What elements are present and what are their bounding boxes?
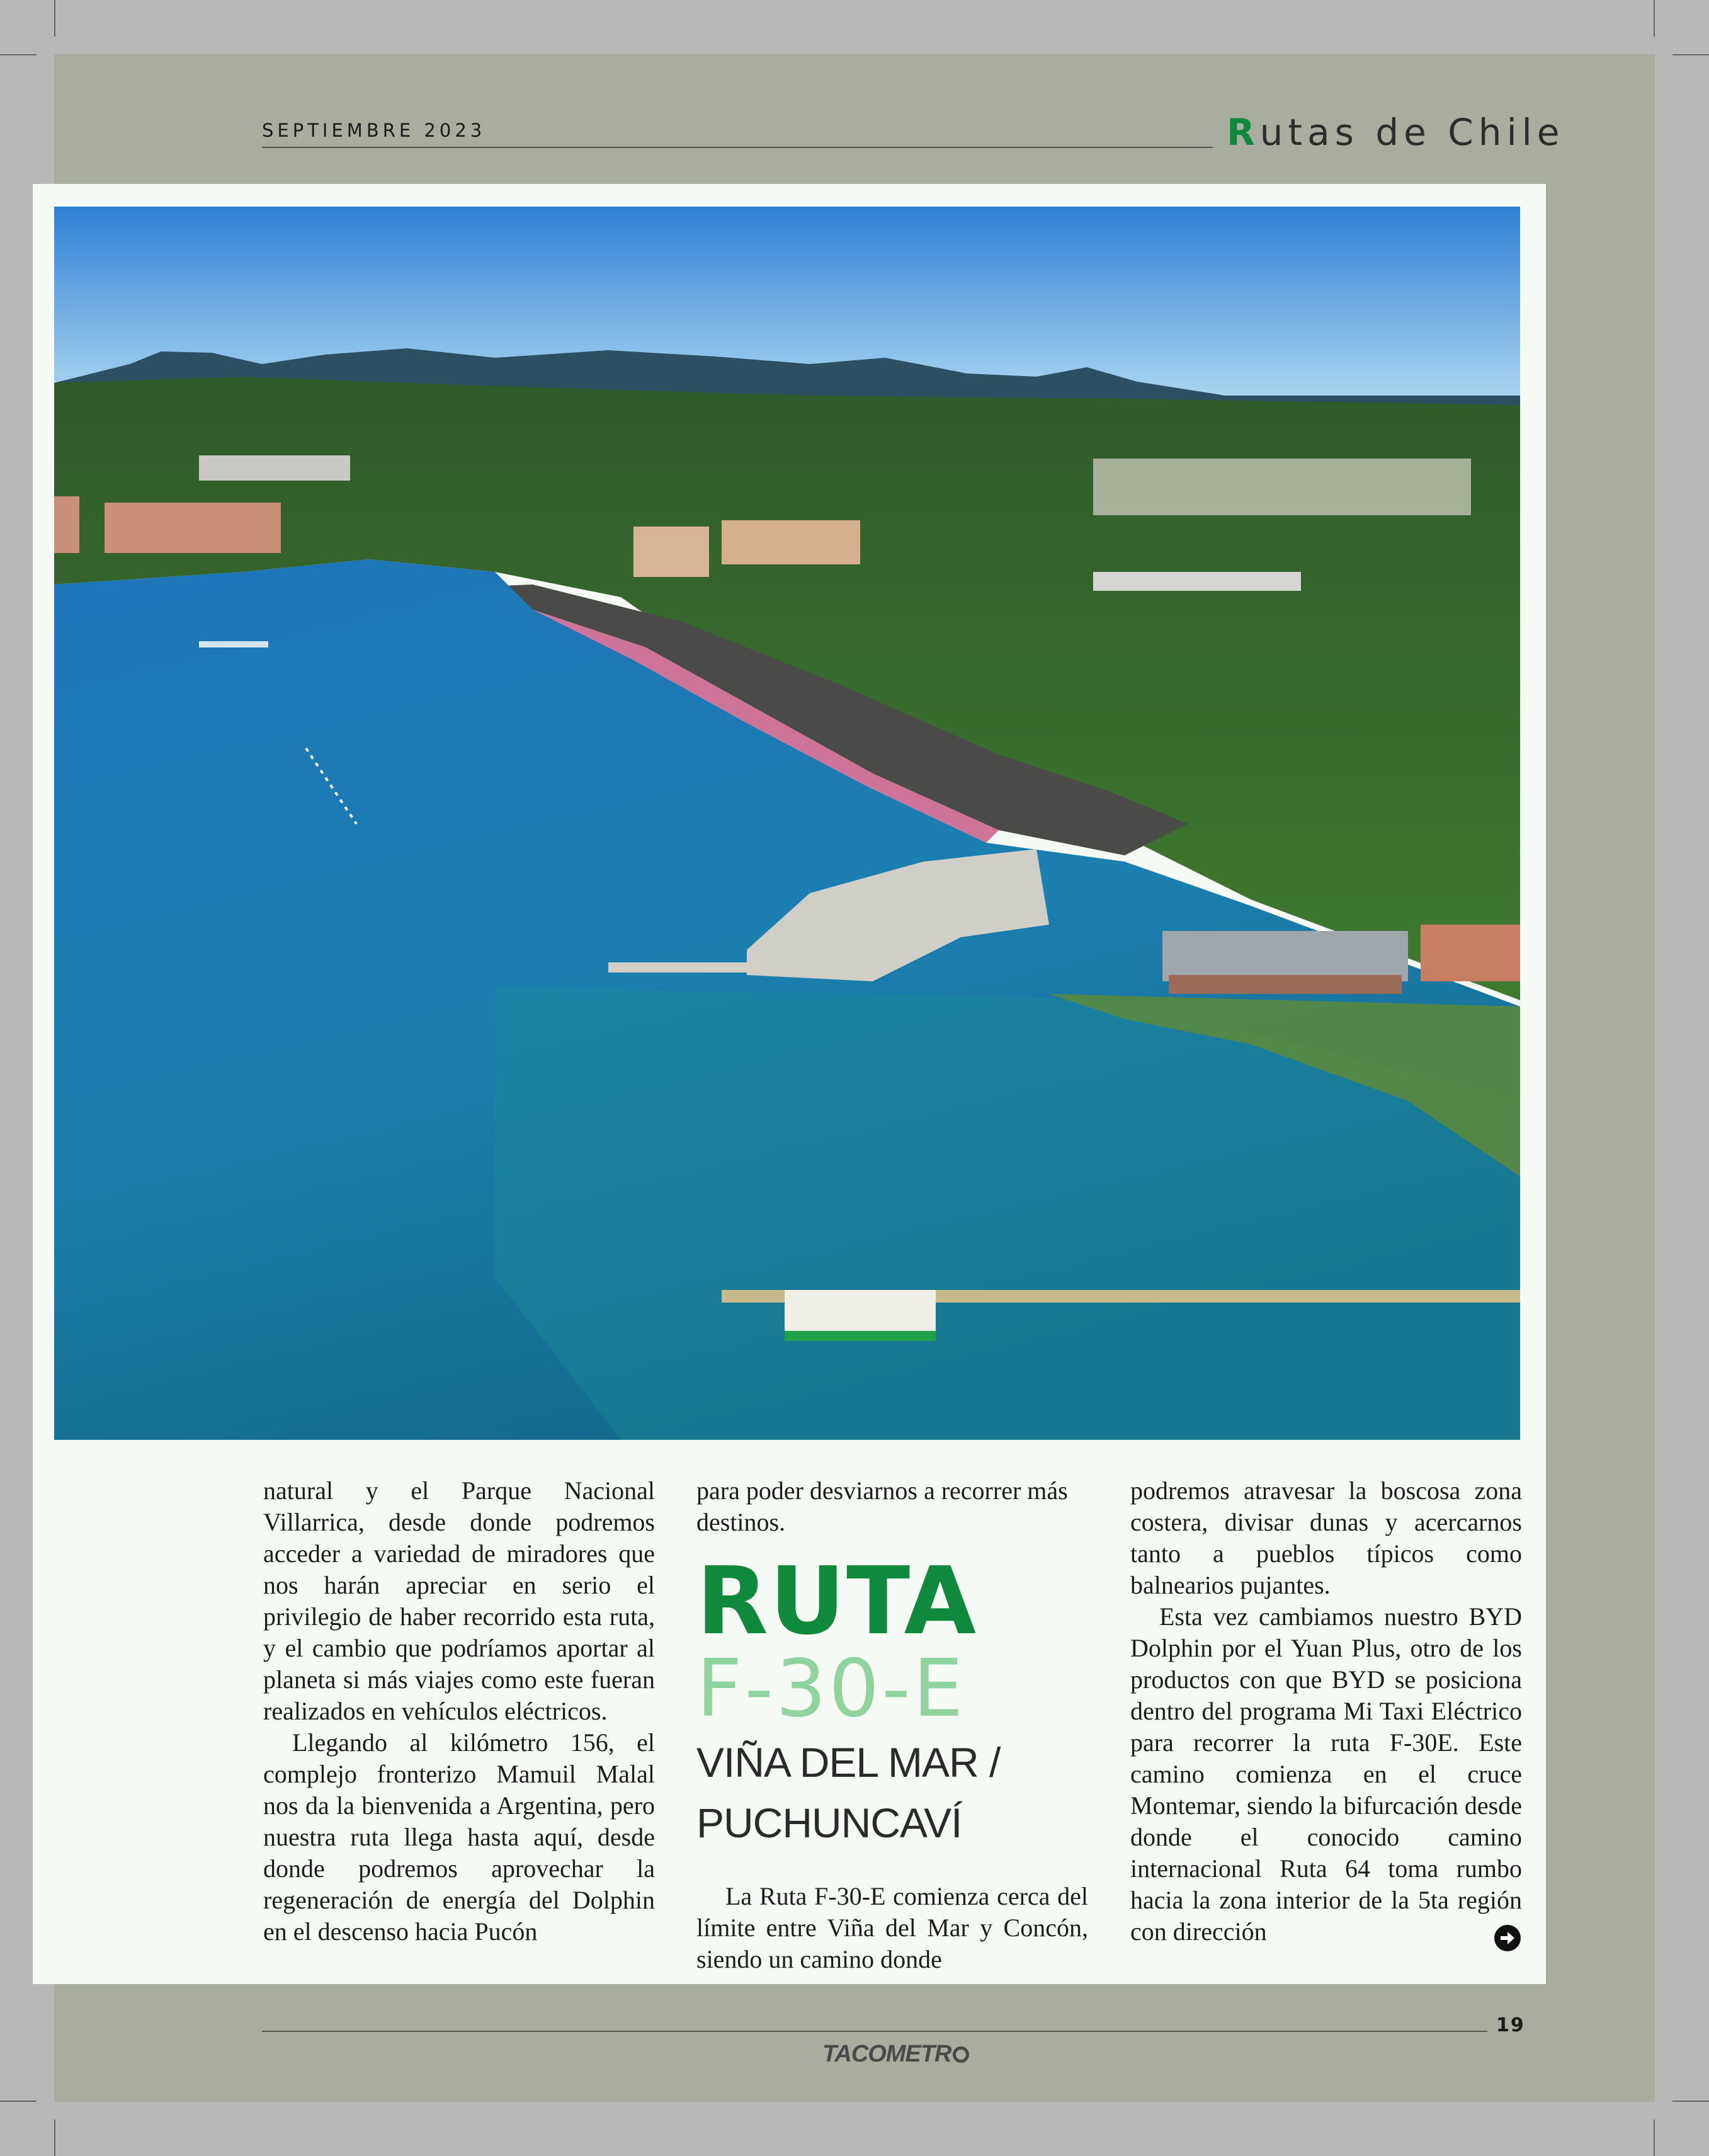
route-subtitle-line: VIÑA DEL MAR / (696, 1739, 1001, 1786)
issue-date: SEPTIEMBRE 2023 (262, 120, 486, 141)
article-column-3 (1130, 1475, 1522, 1948)
paragraph: La Ruta F-30-E comienza cerca del límite entre Viña del Mar y Concón, siendo un camino donde (696, 1882, 1088, 1973)
header-rule (262, 147, 1213, 148)
crop-mark (54, 2119, 55, 2156)
paragraph: natural y el Parque Nacional Villarrica, desde donde podremos acceder a variedad de miradores que nos harán apreciar en serio el privilegio de haber recorrido esta ruta, y el cambio que podríamos aportar al planeta si más viajes como este fueran realizados en vehículos eléctricos. (263, 1476, 655, 1725)
crop-mark (0, 54, 37, 55)
footer-rule (262, 2031, 1487, 2032)
paragraph: podremos atravesar la boscosa zona costera, divisar dunas y acercarnos tanto a pueblos típicos como balnearios pujantes. (1130, 1476, 1522, 1599)
publication-logo (822, 2041, 969, 2068)
route-subtitle-line: PUCHUNCAVÍ (696, 1800, 962, 1846)
aerial-lake-beach-photo (54, 207, 1520, 1440)
logo-text: TACOMETR (822, 2041, 951, 2067)
crop-mark (54, 0, 55, 37)
route-heading: RUTA (696, 1547, 978, 1655)
paragraph: para poder desviarnos a recorrer más destinos. (696, 1476, 1068, 1536)
crop-mark (1654, 0, 1655, 37)
brand-initial: R (1227, 111, 1260, 154)
crop-mark (1672, 2101, 1709, 2102)
crop-mark (0, 2101, 37, 2102)
article-column-2 (696, 1475, 1088, 1975)
route-subtitle (696, 1732, 1088, 1853)
section-brand (1227, 111, 1564, 154)
crop-mark (1654, 2119, 1655, 2156)
arrow-right-circle-icon (1494, 1924, 1521, 1952)
paragraph: Llegando al kilómetro 156, el complejo fronterizo Mamuil Malal nos da la bienvenida a Argentina, pero nuestra ruta llega hasta aquí, desde donde podremos aprovechar la regeneración de energía del Dolphin en el descenso hacia Pucón (263, 1728, 655, 1946)
logo-ring-icon (953, 2046, 969, 2063)
page-number: 19 (1496, 2014, 1525, 2036)
brand-rest: utas de Chile (1259, 111, 1565, 154)
route-code: F-30-E (696, 1642, 966, 1735)
article-column-1 (263, 1475, 655, 1948)
paragraph: Esta vez cambiamos nuestro BYD Dolphin por el Yuan Plus, otro de los productos con que BYD se posiciona dentro del programa Mi Taxi Eléctrico para recorrer la ruta F-30E. Este camino comienza en el cruce Montemar, siendo la bifurcación desde donde el conocido camino internacional Ruta 64 toma rumbo hacia la zona interior de la 5ta región con dirección (1130, 1602, 1522, 1946)
crop-mark (1672, 54, 1709, 55)
